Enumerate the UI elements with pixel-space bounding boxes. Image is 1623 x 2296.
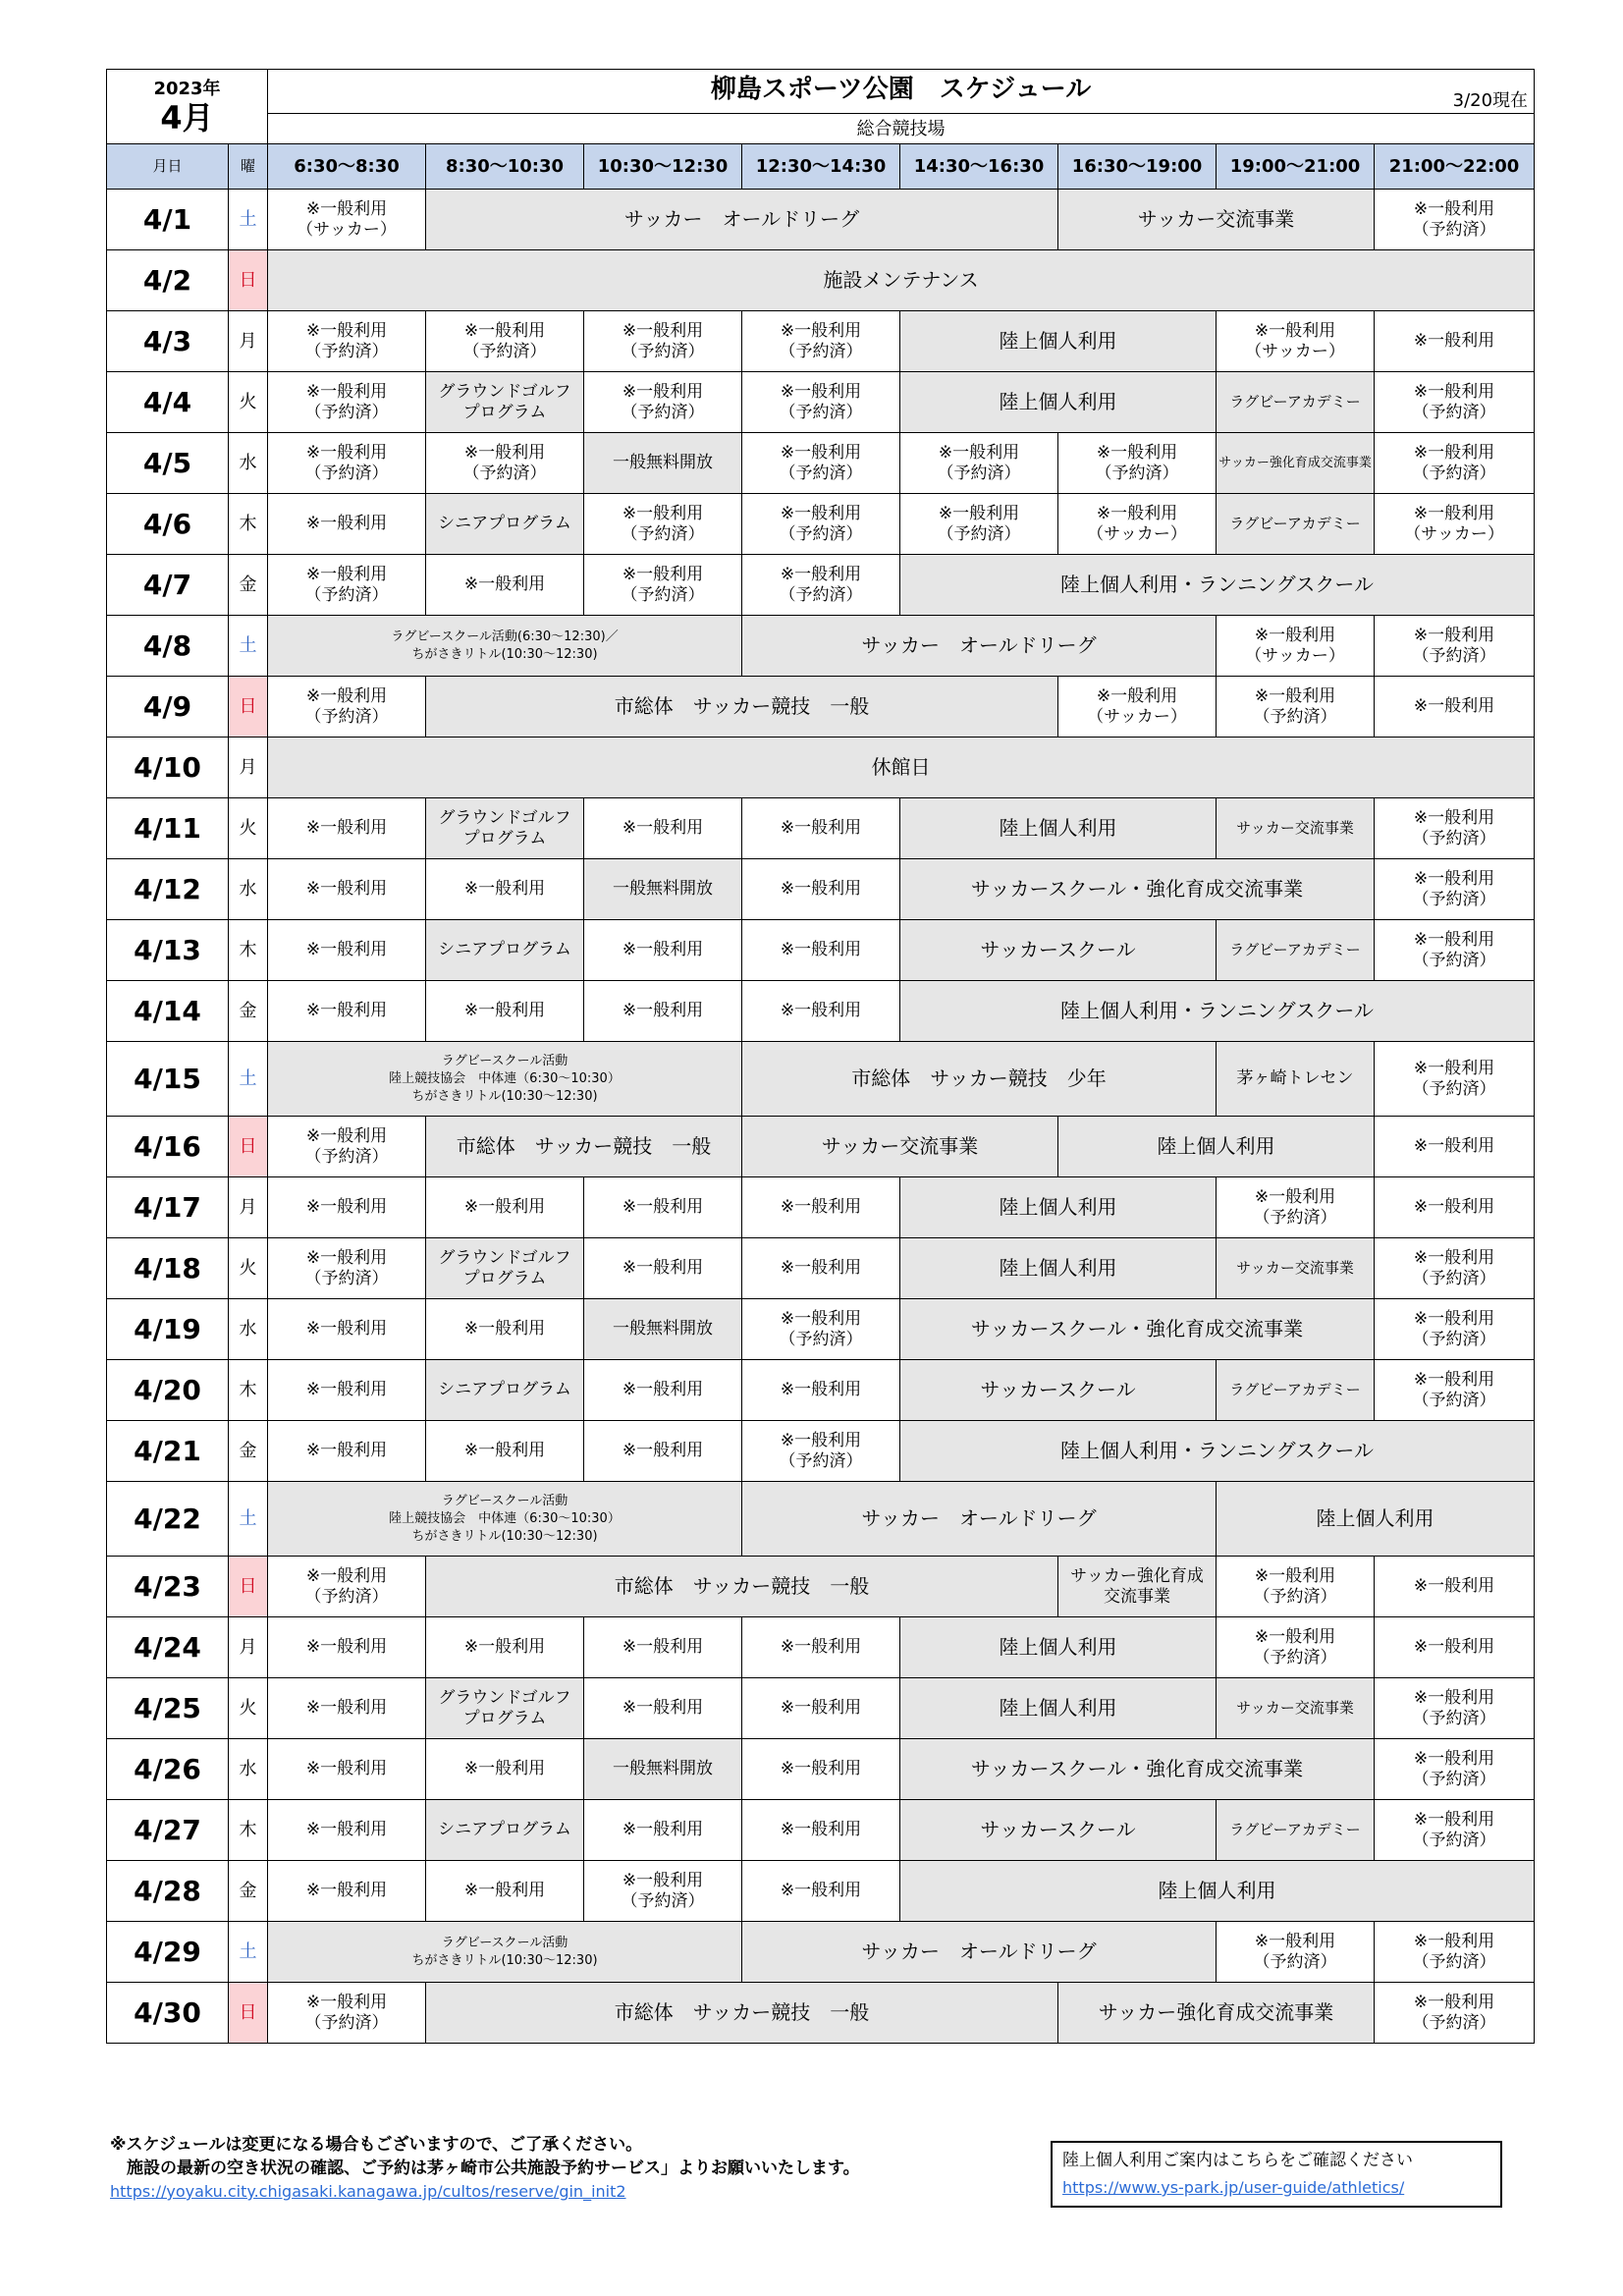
column-header-slot: 19:00～21:00 [1217,144,1375,190]
schedule-slot-cell: サッカースクール・強化育成交流事業 [900,859,1375,920]
schedule-slot-cell: ※一般利用 [268,1617,426,1678]
schedule-row [107,1360,1535,1421]
schedule-slot-cell: ※一般利用 [268,1299,426,1360]
schedule-slot-cell: ※一般利用 [426,981,584,1042]
schedule-slot-cell: サッカー オールドリーグ [742,1482,1217,1557]
schedule-row [107,981,1535,1042]
schedule-row [107,1739,1535,1800]
row-date: 4/1 [107,190,229,250]
row-weekday: 日 [229,250,268,311]
schedule-slot-cell: ※一般利用 [584,920,742,981]
schedule-row [107,616,1535,677]
schedule-slot-cell: ※一般利用 （予約済） [1375,920,1535,981]
row-date: 4/21 [107,1421,229,1482]
schedule-slot-cell: 陸上個人利用 [900,311,1217,372]
schedule-slot-cell: ラグビースクール活動 陸上競技協会 中体連（6:30～10:30） ちがさきリトル(10:30～12:30) [268,1482,742,1557]
schedule-slot-cell: ※一般利用 [742,981,900,1042]
column-header-slot: 12:30～14:30 [742,144,900,190]
schedule-slot-cell: 陸上個人利用 [900,1678,1217,1739]
footer-note-1: ※スケジュールは変更になる場合もございますので、ご了承ください。 [110,2135,643,2155]
schedule-slot-cell: サッカースクール [900,1800,1217,1861]
schedule-slot-cell: ラグビーアカデミー [1217,1800,1375,1861]
column-header-date: 月日 [107,144,229,190]
schedule-slot-cell: ※一般利用 （予約済） [1375,1678,1535,1739]
athletics-info-box [1051,2141,1502,2208]
row-weekday: 木 [229,1800,268,1861]
schedule-row [107,920,1535,981]
schedule-slot-cell: 市総体 サッカー競技 一般 [426,1117,742,1177]
schedule-slot-cell: ※一般利用 [268,1421,426,1482]
schedule-slot-cell: ※一般利用 （予約済） [742,555,900,616]
row-date: 4/17 [107,1177,229,1238]
schedule-slot-cell: ※一般利用 （予約済） [268,1238,426,1299]
schedule-slot-cell: ※一般利用 [584,981,742,1042]
row-date: 4/2 [107,250,229,311]
schedule-slot-cell: 陸上個人利用 [900,1617,1217,1678]
schedule-slot-cell: ラグビーアカデミー [1217,372,1375,433]
schedule-slot-cell: ※一般利用 （サッカー） [1217,616,1375,677]
schedule-slot-cell: ※一般利用 [426,1299,584,1360]
schedule-slot-cell: ※一般利用 [426,859,584,920]
schedule-slot-cell: 茅ヶ崎トレセン [1217,1042,1375,1117]
schedule-slot-cell: ※一般利用 （予約済） [268,1983,426,2044]
schedule-slot-cell: サッカースクール・強化育成交流事業 [900,1739,1375,1800]
row-weekday: 金 [229,1861,268,1922]
schedule-slot-cell: ※一般利用 （予約済） [1375,859,1535,920]
row-date: 4/24 [107,1617,229,1678]
schedule-slot-cell: ※一般利用 [742,1678,900,1739]
schedule-slot-cell: ※一般利用 （予約済） [1375,372,1535,433]
schedule-slot-cell: ※一般利用 （予約済） [1375,1800,1535,1861]
schedule-slot-cell: サッカー強化育成交流事業 [1217,433,1375,494]
schedule-slot-cell: 一般無料開放 [584,1739,742,1800]
schedule-slot-cell: 市総体 サッカー競技 一般 [426,1983,1058,2044]
row-date: 4/11 [107,798,229,859]
row-date: 4/30 [107,1983,229,2044]
schedule-row [107,190,1535,250]
athletics-info-text: 陸上個人利用ご案内はこちらをご確認ください [1062,2151,1413,2170]
schedule-slot-cell: ※一般利用 [426,1421,584,1482]
schedule-slot-cell: ※一般利用 [1375,1117,1535,1177]
column-header-slot: 14:30～16:30 [900,144,1058,190]
row-weekday: 日 [229,1557,268,1617]
footer-note-2: 施設の最新の空き状況の確認、ご予約は茅ヶ崎市公共施設予約サービス」よりお願いいたします。 [110,2159,860,2178]
schedule-slot-cell: ※一般利用 （予約済） [1375,1042,1535,1117]
row-date: 4/3 [107,311,229,372]
row-weekday: 金 [229,555,268,616]
athletics-info-link[interactable]: https://www.ys-park.jp/user-guide/athletics/ [1062,2178,1405,2197]
schedule-slot-cell: ※一般利用 （予約済） [1217,1177,1375,1238]
schedule-slot-cell: 陸上個人利用・ランニングスクール [900,555,1535,616]
schedule-slot-cell: ※一般利用 [268,1861,426,1922]
schedule-slot-cell: 一般無料開放 [584,433,742,494]
schedule-slot-cell: ※一般利用 [742,1238,900,1299]
schedule-slot-cell: ※一般利用 [1375,1177,1535,1238]
schedule-slot-cell: シニアプログラム [426,920,584,981]
schedule-slot-cell: ※一般利用 [268,920,426,981]
row-weekday: 土 [229,1042,268,1117]
schedule-slot-cell: サッカースクール [900,920,1217,981]
schedule-slot-cell: ※一般利用 （予約済） [1375,1238,1535,1299]
schedule-row [107,372,1535,433]
column-header-slot: 10:30～12:30 [584,144,742,190]
row-weekday: 火 [229,1238,268,1299]
schedule-row [107,1299,1535,1360]
schedule-slot-cell: 施設メンテナンス [268,250,1535,311]
column-header-weekday: 曜 [229,144,268,190]
schedule-slot-cell: ※一般利用 [426,1617,584,1678]
schedule-row [107,1678,1535,1739]
reservation-link[interactable]: https://yoyaku.city.chigasaki.kanagawa.jp/cultos/reserve/gin_init2 [110,2182,626,2201]
schedule-row [107,555,1535,616]
schedule-slot-cell: ※一般利用 （予約済） [584,311,742,372]
schedule-slot-cell: ※一般利用 （サッカー） [1058,677,1217,738]
schedule-slot-cell: グラウンドゴルフ プログラム [426,372,584,433]
row-date: 4/10 [107,738,229,798]
schedule-slot-cell: ※一般利用 [584,1421,742,1482]
schedule-slot-cell: 市総体 サッカー競技 一般 [426,1557,1058,1617]
schedule-slot-cell: ラグビーアカデミー [1217,1360,1375,1421]
schedule-slot-cell: ※一般利用 （サッカー） [1375,494,1535,555]
schedule-row [107,859,1535,920]
schedule-slot-cell: ※一般利用 （予約済） [1375,1360,1535,1421]
schedule-slot-cell: ラグビーアカデミー [1217,494,1375,555]
schedule-slot-cell: 陸上個人利用 [1058,1117,1375,1177]
row-weekday: 月 [229,1177,268,1238]
row-date: 4/12 [107,859,229,920]
schedule-slot-cell: ※一般利用 （予約済） [742,494,900,555]
schedule-table [106,69,1535,2044]
schedule-slot-cell: ※一般利用 [268,1177,426,1238]
schedule-row [107,1117,1535,1177]
schedule-slot-cell: 陸上個人利用 [900,1861,1535,1922]
schedule-slot-cell: 陸上個人利用 [900,1177,1217,1238]
schedule-slot-cell: ※一般利用 [268,798,426,859]
schedule-slot-cell: ※一般利用 [584,1678,742,1739]
schedule-slot-cell: ※一般利用 （予約済） [1217,1617,1375,1678]
title-cell [268,70,1535,114]
row-date: 4/23 [107,1557,229,1617]
schedule-slot-cell: ※一般利用 （予約済） [268,372,426,433]
row-weekday: 水 [229,1739,268,1800]
schedule-slot-cell: ※一般利用 [742,1800,900,1861]
column-header-row [107,144,1535,190]
schedule-slot-cell: ※一般利用 [584,1360,742,1421]
schedule-slot-cell: サッカー オールドリーグ [742,1922,1217,1983]
row-weekday: 土 [229,190,268,250]
schedule-row [107,311,1535,372]
schedule-slot-cell: 陸上個人利用 [1217,1482,1535,1557]
row-weekday: 土 [229,616,268,677]
month-label: 4月 [160,98,214,137]
schedule-slot-cell: ※一般利用 （予約済） [742,1299,900,1360]
schedule-slot-cell: ※一般利用 （予約済） [1217,1557,1375,1617]
schedule-slot-cell: ※一般利用 [1375,311,1535,372]
year-month-cell [107,70,268,144]
row-weekday: 月 [229,311,268,372]
schedule-slot-cell: ラグビースクール活動 ちがさきリトル(10:30～12:30) [268,1922,742,1983]
schedule-slot-cell: 市総体 サッカー競技 一般 [426,677,1058,738]
schedule-row [107,1800,1535,1861]
schedule-slot-cell: 陸上個人利用・ランニングスクール [900,1421,1535,1482]
schedule-slot-cell: ※一般利用 [426,1861,584,1922]
schedule-slot-cell: シニアプログラム [426,1360,584,1421]
schedule-slot-cell: ※一般利用 （予約済） [584,372,742,433]
row-weekday: 火 [229,372,268,433]
row-date: 4/18 [107,1238,229,1299]
schedule-slot-cell: ※一般利用 （予約済） [268,555,426,616]
schedule-slot-cell: ラグビースクール活動(6:30～12:30)／ ちがさきリトル(10:30～12:30) [268,616,742,677]
row-weekday: 水 [229,433,268,494]
row-weekday: 日 [229,1983,268,2044]
schedule-slot-cell: ※一般利用 （サッカー） [1217,311,1375,372]
row-date: 4/5 [107,433,229,494]
schedule-slot-cell: ※一般利用 （予約済） [1375,1983,1535,2044]
schedule-slot-cell: 市総体 サッカー競技 少年 [742,1042,1217,1117]
schedule-slot-cell: ※一般利用 [584,1238,742,1299]
schedule-slot-cell: ※一般利用 （予約済） [584,1861,742,1922]
schedule-slot-cell: ※一般利用 （予約済） [1375,1739,1535,1800]
schedule-slot-cell: 一般無料開放 [584,1299,742,1360]
schedule-slot-cell: ※一般利用 （予約済） [1217,677,1375,738]
schedule-row [107,1482,1535,1557]
schedule-slot-cell: サッカースクール [900,1360,1217,1421]
schedule-slot-cell: ※一般利用 （予約済） [1375,190,1535,250]
column-header-slot: 21:00～22:00 [1375,144,1535,190]
row-weekday: 水 [229,859,268,920]
schedule-slot-cell: ※一般利用 [268,981,426,1042]
row-date: 4/26 [107,1739,229,1800]
schedule-slot-cell: サッカー交流事業 [1217,1238,1375,1299]
row-weekday: 土 [229,1922,268,1983]
schedule-slot-cell: ※一般利用 （予約済） [426,311,584,372]
schedule-slot-cell: ※一般利用 （予約済） [268,1557,426,1617]
row-weekday: 日 [229,1117,268,1177]
schedule-slot-cell: ※一般利用 （予約済） [268,311,426,372]
schedule-row [107,1557,1535,1617]
schedule-slot-cell: ※一般利用 （予約済） [742,372,900,433]
schedule-slot-cell: サッカー交流事業 [1217,798,1375,859]
schedule-slot-cell: ※一般利用 [268,494,426,555]
schedule-slot-cell: ※一般利用 [742,1617,900,1678]
schedule-slot-cell: ※一般利用 （予約済） [1375,1922,1535,1983]
schedule-slot-cell: ※一般利用 [268,1739,426,1800]
row-date: 4/28 [107,1861,229,1922]
as-of-date: 3/20現在 [1452,90,1529,111]
schedule-slot-cell: ※一般利用 （予約済） [742,1421,900,1482]
schedule-slot-cell: 休館日 [268,738,1535,798]
row-date: 4/14 [107,981,229,1042]
schedule-slot-cell: 陸上個人利用 [900,372,1217,433]
schedule-slot-cell: ※一般利用 [426,1177,584,1238]
schedule-slot-cell: ※一般利用 [742,859,900,920]
row-date: 4/22 [107,1482,229,1557]
schedule-slot-cell: サッカー交流事業 [1217,1678,1375,1739]
schedule-row [107,1042,1535,1117]
schedule-row [107,250,1535,311]
schedule-slot-cell: ※一般利用 [742,1177,900,1238]
row-weekday: 木 [229,1360,268,1421]
schedule-slot-cell: ※一般利用 [742,1360,900,1421]
footer-notes [110,2133,1092,2204]
schedule-row [107,1861,1535,1922]
schedule-slot-cell: ※一般利用 [584,798,742,859]
schedule-row [107,1177,1535,1238]
schedule-slot-cell: ※一般利用 [584,1800,742,1861]
schedule-slot-cell: ※一般利用 [584,1617,742,1678]
schedule-row [107,494,1535,555]
schedule-slot-cell: ※一般利用 （予約済） [426,433,584,494]
schedule-row [107,738,1535,798]
row-weekday: 日 [229,677,268,738]
schedule-slot-cell: ※一般利用 （予約済） [1375,798,1535,859]
row-date: 4/4 [107,372,229,433]
schedule-row [107,1238,1535,1299]
schedule-slot-cell: ラグビーアカデミー [1217,920,1375,981]
schedule-slot-cell: ※一般利用 （予約済） [268,677,426,738]
schedule-slot-cell: ※一般利用 （予約済） [1217,1922,1375,1983]
schedule-slot-cell: ※一般利用 [742,920,900,981]
schedule-slot-cell: 陸上個人利用 [900,798,1217,859]
schedule-slot-cell: ※一般利用 （サッカー） [1058,494,1217,555]
row-weekday: 金 [229,1421,268,1482]
page-title: 柳島スポーツ公園 スケジュール [710,75,1092,104]
schedule-slot-cell: ※一般利用 （予約済） [900,494,1058,555]
schedule-slot-cell: ※一般利用 [268,859,426,920]
schedule-slot-cell: ※一般利用 （予約済） [742,311,900,372]
schedule-row [107,1617,1535,1678]
schedule-slot-cell: ※一般利用 [268,1360,426,1421]
row-weekday: 水 [229,1299,268,1360]
row-date: 4/13 [107,920,229,981]
row-date: 4/27 [107,1800,229,1861]
row-weekday: 火 [229,798,268,859]
schedule-sheet [106,69,1534,2044]
schedule-row [107,1983,1535,2044]
schedule-slot-cell: ※一般利用 （予約済） [1375,1299,1535,1360]
schedule-slot-cell: ※一般利用 [584,1177,742,1238]
schedule-slot-cell: ※一般利用 [742,1739,900,1800]
schedule-slot-cell: ※一般利用 [268,1678,426,1739]
schedule-slot-cell: シニアプログラム [426,494,584,555]
row-date: 4/29 [107,1922,229,1983]
row-weekday: 火 [229,1678,268,1739]
schedule-slot-cell: 一般無料開放 [584,859,742,920]
schedule-slot-cell: グラウンドゴルフ プログラム [426,1678,584,1739]
column-header-slot: 6:30～8:30 [268,144,426,190]
row-date: 4/7 [107,555,229,616]
schedule-slot-cell: ※一般利用 [1375,1617,1535,1678]
schedule-slot-cell: グラウンドゴルフ プログラム [426,1238,584,1299]
schedule-slot-cell: ※一般利用 [1375,1557,1535,1617]
schedule-slot-cell: ラグビースクール活動 陸上競技協会 中体連（6:30～10:30） ちがさきリトル(10:30～12:30) [268,1042,742,1117]
schedule-slot-cell: ※一般利用 （サッカー） [268,190,426,250]
row-date: 4/15 [107,1042,229,1117]
schedule-slot-cell: ※一般利用 （予約済） [742,433,900,494]
schedule-slot-cell: ※一般利用 [268,1800,426,1861]
schedule-slot-cell: ※一般利用 （予約済） [1375,433,1535,494]
schedule-slot-cell: ※一般利用 （予約済） [1375,616,1535,677]
schedule-slot-cell: グラウンドゴルフ プログラム [426,798,584,859]
schedule-row [107,1922,1535,1983]
row-weekday: 月 [229,1617,268,1678]
column-header-slot: 8:30～10:30 [426,144,584,190]
year-label: 2023年 [153,78,221,99]
row-date: 4/19 [107,1299,229,1360]
schedule-slot-cell: ※一般利用 [426,1739,584,1800]
schedule-slot-cell: ※一般利用 [426,555,584,616]
row-weekday: 金 [229,981,268,1042]
row-date: 4/20 [107,1360,229,1421]
schedule-slot-cell: ※一般利用 [1375,677,1535,738]
schedule-slot-cell: サッカー オールドリーグ [742,616,1217,677]
schedule-slot-cell: サッカー交流事業 [1058,190,1375,250]
row-date: 4/6 [107,494,229,555]
schedule-row [107,1421,1535,1482]
schedule-row [107,677,1535,738]
schedule-slot-cell: サッカー強化育成交流事業 [1058,1983,1375,2044]
schedule-slot-cell: ※一般利用 （予約済） [900,433,1058,494]
schedule-slot-cell: 陸上個人利用・ランニングスクール [900,981,1535,1042]
row-date: 4/16 [107,1117,229,1177]
row-date: 4/8 [107,616,229,677]
schedule-slot-cell: ※一般利用 [742,1861,900,1922]
column-header-slot: 16:30～19:00 [1058,144,1217,190]
schedule-slot-cell: ※一般利用 [742,798,900,859]
schedule-slot-cell: シニアプログラム [426,1800,584,1861]
schedule-slot-cell: ※一般利用 （予約済） [268,433,426,494]
schedule-slot-cell: ※一般利用 （予約済） [268,1117,426,1177]
row-weekday: 木 [229,920,268,981]
schedule-slot-cell: ※一般利用 （予約済） [584,555,742,616]
row-weekday: 木 [229,494,268,555]
schedule-slot-cell: サッカー オールドリーグ [426,190,1058,250]
schedule-slot-cell: サッカー交流事業 [742,1117,1058,1177]
schedule-slot-cell: サッカースクール・強化育成交流事業 [900,1299,1375,1360]
facility-name: 総合競技場 [268,114,1535,144]
schedule-slot-cell: 陸上個人利用 [900,1238,1217,1299]
row-weekday: 月 [229,738,268,798]
schedule-row [107,433,1535,494]
row-weekday: 土 [229,1482,268,1557]
row-date: 4/9 [107,677,229,738]
schedule-slot-cell: サッカー強化育成 交流事業 [1058,1557,1217,1617]
schedule-slot-cell: ※一般利用 （予約済） [584,494,742,555]
schedule-slot-cell: ※一般利用 （予約済） [1058,433,1217,494]
schedule-row [107,798,1535,859]
row-date: 4/25 [107,1678,229,1739]
